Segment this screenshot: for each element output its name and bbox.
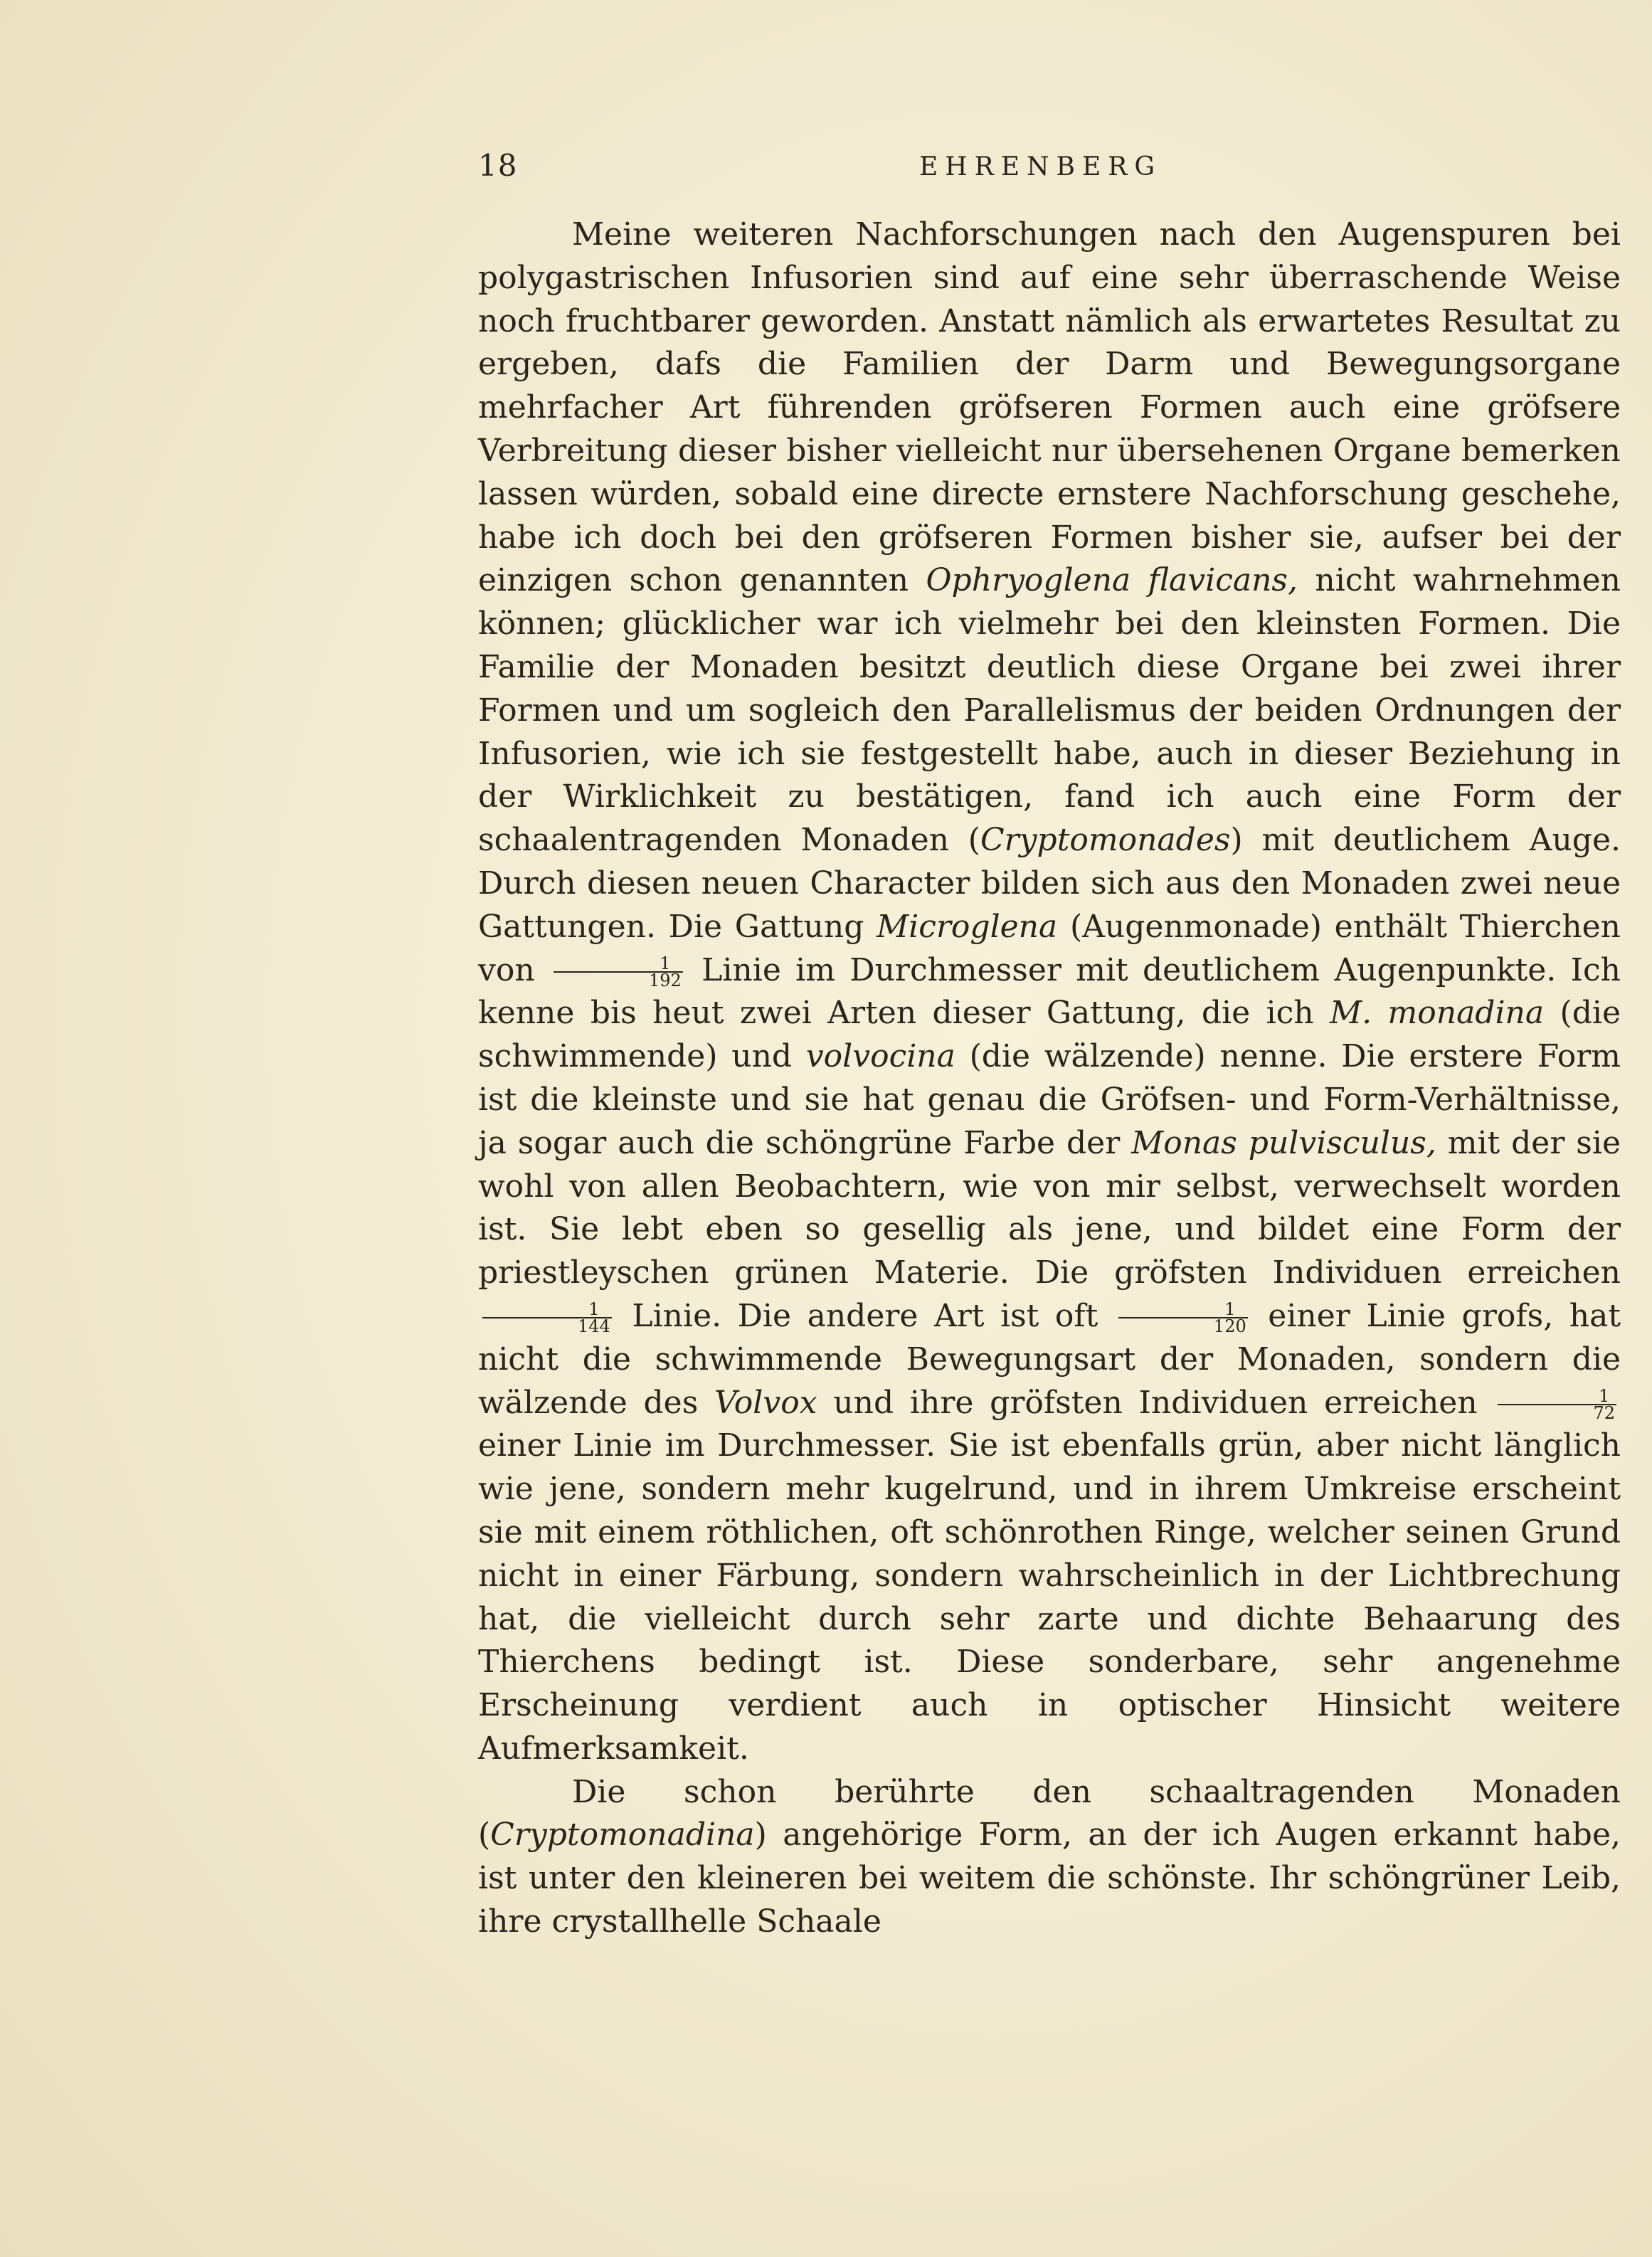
text-run: Meine weiteren Nachforschungen nach den Augenspuren bei polygastrischen Infusorien sind auf eine sehr überraschende Weise noch fruchtbarer geworden. Anstatt nämlich als erwartetes Resultat zu ergeben, dafs die Familien der Darm und Bewegungsorgane mehrfacher Art führenden gröfseren Formen auch eine gröfsere Verbreitung dieser bisher vielleicht nur übersehenen Organe bemerken lassen würden, sobald eine directe ernstere Nachforschung geschehe, habe ich doch bei den gröfseren Formen bisher sie, aufser bei der einzigen schon genannten: [478, 216, 1621, 599]
fraction-numerator: 1: [1498, 1388, 1616, 1405]
text-run: ) angehörige Form, an der ich Augen erkannt habe, ist unter den kleineren bei weitem die schönste. Ihr schöngrüner Leib, ihre crystallhelle Schaale: [478, 1817, 1621, 1940]
fraction-numerator: 1: [1118, 1301, 1248, 1318]
running-head: [478, 148, 1621, 191]
fraction-denominator: 192: [649, 971, 682, 991]
fraction-denominator: 144: [578, 1316, 610, 1337]
italic-term: Microglena: [877, 908, 1058, 945]
fraction: [554, 953, 683, 991]
text-run: ) mit deutlichem Auge. Durch diesen neuen Character bilden sich aus den Monaden zwei neue Gattungen. Die Gattung: [478, 822, 1621, 945]
text-run: einer Linie grofs, hat nicht die schwimmende Bewegungsart der Monaden, sondern die wälzende des: [478, 1297, 1621, 1421]
running-head-author: EHRENBERG: [919, 152, 1163, 181]
fraction: [1498, 1386, 1616, 1424]
text-run: nicht wahrnehmen können; glücklicher war ich vielmehr bei den kleinsten Formen. Die Familie der Monaden besitzt deutlich diese Organe bei zwei ihrer Formen und um sogleich den Parallelismus der beiden Ordnungen der Infusorien, wie ich sie festgestellt habe, auch in dieser Beziehung in der Wirklichkeit zu bestätigen, fand ich auch eine Form der schaalentragenden Monaden (: [478, 562, 1621, 859]
text-run: Linie im Durchmesser mit deutlichem Augenpunkte. Ich kenne bis heut zwei Arten dieser Gattung, die ich: [478, 951, 1621, 1032]
italic-term: Monas pulvisculus,: [1131, 1124, 1436, 1161]
paragraph: [478, 1771, 1621, 1944]
text-run: mit der sie wohl von allen Beobachtern, wie von mir selbst, verwechselt worden ist. Sie lebt eben so gesellig als jene, und bildet eine Form der priestleyschen grünen Materie. Die gröfsten Individuen erreichen: [478, 1124, 1621, 1291]
italic-term: Cryptomonadina: [490, 1817, 755, 1854]
text-run: Die schon berührte den schaaltragenden Monaden (: [478, 1773, 1621, 1854]
text-run: und ihre gröfsten Individuen erreichen: [817, 1384, 1494, 1421]
text-run: Linie. Die andere Art ist oft: [615, 1297, 1114, 1334]
italic-term: volvocina: [805, 1038, 955, 1075]
italic-term: Cryptomonades: [980, 822, 1231, 859]
italic-term: M. monadina: [1330, 995, 1545, 1032]
text-run: (die wälzende) nenne. Die erstere Form ist die kleinste und sie hat genau die Gröfsen- und Form-Verhältnisse, ja sogar auch die schöngrüne Farbe der: [478, 1038, 1621, 1161]
italic-term: Volvox: [714, 1384, 817, 1421]
fraction: [1118, 1299, 1248, 1337]
text-run: (die schwimmende) und: [478, 995, 1621, 1075]
paragraph: [478, 213, 1621, 1771]
text-run: einer Linie im Durchmesser. Sie ist ebenfalls grün, aber nicht länglich wie jene, sondern mehr kugelrund, und in ihrem Umkreise erscheint sie mit einem röthlichen, oft schönrothen Ringe, welcher seinen Grund nicht in einer Färbung, sondern wahrscheinlich in der Lichtbrechung hat, die vielleicht durch sehr zarte und dichte Behaarung des Thierchens bedingt ist. Diese sonderbare, sehr angenehme Erscheinung verdient auch in optischer Hinsicht weitere Aufmerksamkeit.: [478, 1427, 1621, 1767]
text-run: (Augenmonade) enthält Thierchen von: [478, 908, 1621, 988]
italic-term: Ophryoglena flavicans,: [926, 562, 1298, 599]
fraction-denominator: 120: [1213, 1316, 1246, 1337]
fraction-numerator: 1: [482, 1301, 612, 1318]
fraction: [482, 1299, 612, 1337]
fraction-numerator: 1: [554, 956, 683, 973]
body-text: [478, 213, 1621, 1944]
page-number: 18: [478, 148, 518, 183]
fraction-denominator: 72: [1593, 1403, 1615, 1424]
